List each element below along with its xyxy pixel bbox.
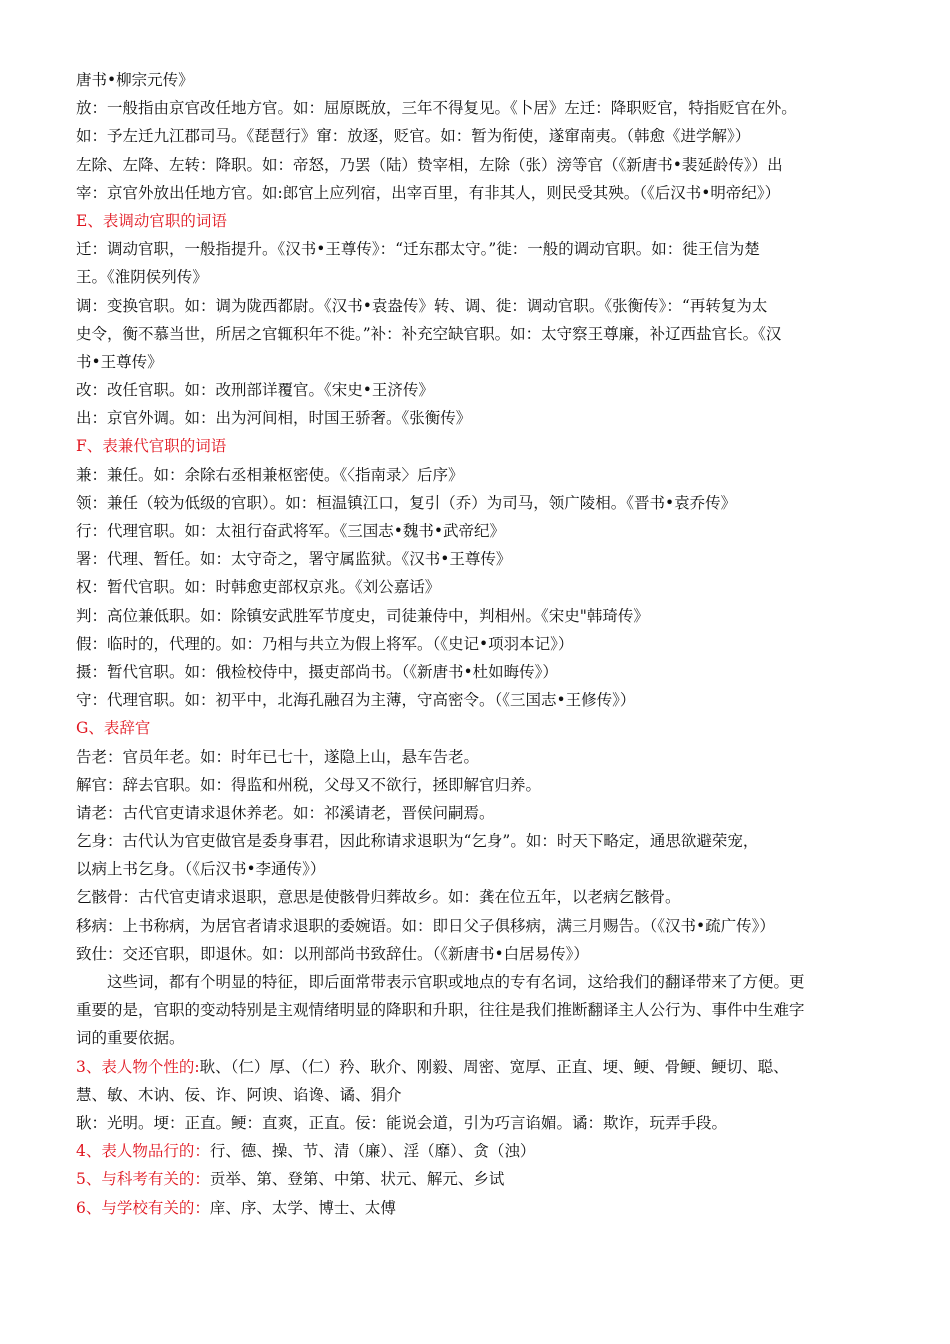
text-line: 词的重要依据。: [76, 1029, 185, 1048]
text-line: 乞骸骨：古代官吏请求退职，意思是使骸骨归葬故乡。如：龚在位五年，以老病乞骸骨。: [76, 888, 681, 907]
text-line: 改：改任官职。如：改刑部详覆官。《宋史•王济传》: [76, 381, 434, 400]
text-line: 唐书•柳宗元传》: [76, 71, 194, 89]
text-line: 乞身：古代认为官吏做官是委身事君，因此称请求退职为“乞身”。如：时天下略定，通思欲避荣宠，: [76, 832, 759, 851]
text-line: 放：一般指由京官改任地方官。如：屈原既放，三年不得复见。《卜居》左迁：降职贬官，特指贬官在外。: [76, 99, 797, 118]
category-label: 4、表人物品行的：: [76, 1142, 210, 1161]
text-line: 耿：光明。埂：正直。鲠：直爽，正直。佞：能说会道，引为巧言谄媚。谲：欺诈，玩弄手段。: [76, 1113, 728, 1132]
text-line: 请老：古代官吏请求退休养老。如：祁溪请老，晋侯问嗣焉。: [76, 803, 495, 822]
text-line: 左除、左降、左转：降职。如：帝怒，乃罢（陆）贽宰相，左除（张）滂等官（《新唐书•裴延龄传》）出: [76, 155, 783, 174]
category-label: 3、表人物个性的:: [76, 1057, 200, 1076]
text-line: 领：兼任（较为低级的官职）。如：桓温镇江口，复引（乔）为司马，领广陵相。《晋书•袁乔传》: [76, 493, 737, 512]
text-line: 重要的是，官职的变动特别是主观情绪明显的降职和升职，往往是我们推断翻译主人公行为、事件中生难字: [76, 1001, 805, 1020]
text-line: 史令，衡不慕当世，所居之官辄积年不徙。”补：补充空缺官职。如：太守察王尊廉，补辽西盐官长。《汉: [76, 324, 782, 343]
text-line: 移病：上书称病，为居官者请求退职的委婉语。如：即日父子俱移病，满三月赐告。（《汉书•疏广传》）: [76, 916, 775, 935]
text-line: 出：京官外调。如：出为河间相，时国王骄奢。《张衡传》: [76, 409, 472, 428]
text-line: 迁：调动官职，一般指提升。《汉书•王尊传》：“迁东郡太守。”徙：一般的调动官职。如：徙王信为楚: [76, 240, 760, 259]
paragraph-line: 这些词，都有个明显的特征，即后面常带表示官职或地点的专有名词，这给我们的翻译带来了方便。更: [107, 973, 805, 991]
category-line: [76, 1137, 890, 1165]
text-line: 守：代理官职。如：初平中，北海孔融召为主薄，守高密令。（《三国志•王修传》）: [76, 691, 636, 710]
category-terms: 耿、（仁）厚、（仁）矜、耿介、刚毅、周密、宽厚、正直、埂、鲠、骨鲠、鲠切、聪、: [199, 1057, 789, 1076]
category-terms: 庠、序、太学、博士、太傅: [209, 1198, 396, 1217]
text-line: 判：高位兼低职。如：除镇安武胜军节度史，司徒兼侍中，判相州。《宋史"韩琦传》: [76, 606, 649, 625]
category-line: [76, 1053, 890, 1081]
category-line: [76, 1194, 890, 1222]
text-line: 解官：辞去官职。如：得监和州税，父母又不欲行，拯即解官归养。: [76, 775, 542, 794]
text-line: 署：代理、暂任。如：太守奇之，署守属监狱。《汉书•王尊传》: [76, 550, 512, 569]
text-line: 如：予左迁九江郡司马。《琵琶行》窜：放逐，贬官。如：暂为衔使，遂窜南夷。（韩愈《进学解》）: [76, 127, 751, 146]
text-line: 王。《淮阴侯列传》: [76, 268, 208, 287]
text-line: 调：变换官职。如：调为陇西都尉。《汉书•袁盎传》转、调、徙：调动官职。《张衡传》：“再转复为太: [76, 296, 768, 315]
text-line: 致仕：交还官职，即退休。如：以刑部尚书致辞仕。（《新唐书•白居易传》）: [76, 944, 589, 963]
text-line: 以病上书乞身。（《后汉书•李通传》）: [76, 860, 326, 879]
text-line: 兼：兼任。如：余除右丞相兼枢密使。《〈指南录〉后序》: [76, 465, 464, 484]
text-line: 权：暂代官职。如：时韩愈吏部权京兆。《刘公嘉话》: [76, 578, 441, 597]
section-heading: F、表兼代官职的词语: [76, 437, 227, 456]
section-heading: G、表辞官: [76, 719, 151, 738]
text-line: 行：代理官职。如：太祖行奋武将军。《三国志•魏书•武帝纪》: [76, 522, 506, 540]
text-line: 假：临时的，代理的。如：乃相与共立为假上将军。（《史记•项羽本记》）: [76, 634, 574, 653]
category-label: 6、与学校有关的：: [76, 1198, 210, 1217]
text-line: 慧、敏、木讷、佞、诈、阿谀、谄谗、谲、狷介: [76, 1085, 402, 1104]
text-line: 摄：暂代官职。如：俄检校侍中，摄吏部尚书。（《新唐书•杜如晦传》）: [76, 662, 558, 681]
category-terms: 行、德、操、节、清（廉）、淫（靡）、贪（浊）: [209, 1142, 536, 1161]
text-line: 宰：京官外放出任地方官。如:郎官上应列宿，出宰百里，有非其人，则民受其殃。（《后汉书•明帝纪》）: [76, 183, 781, 202]
category-terms: 贡举、第、登第、中第、状元、解元、乡试: [209, 1170, 505, 1189]
category-line: [76, 1165, 890, 1193]
text-line: 书•王尊传》: [76, 352, 163, 371]
section-heading: E、表调动官职的词语: [76, 211, 227, 230]
category-label: 5、与科考有关的：: [76, 1170, 210, 1189]
text-line: 告老：官员年老。如：时年已七十，遂隐上山，悬车告老。: [76, 747, 480, 766]
